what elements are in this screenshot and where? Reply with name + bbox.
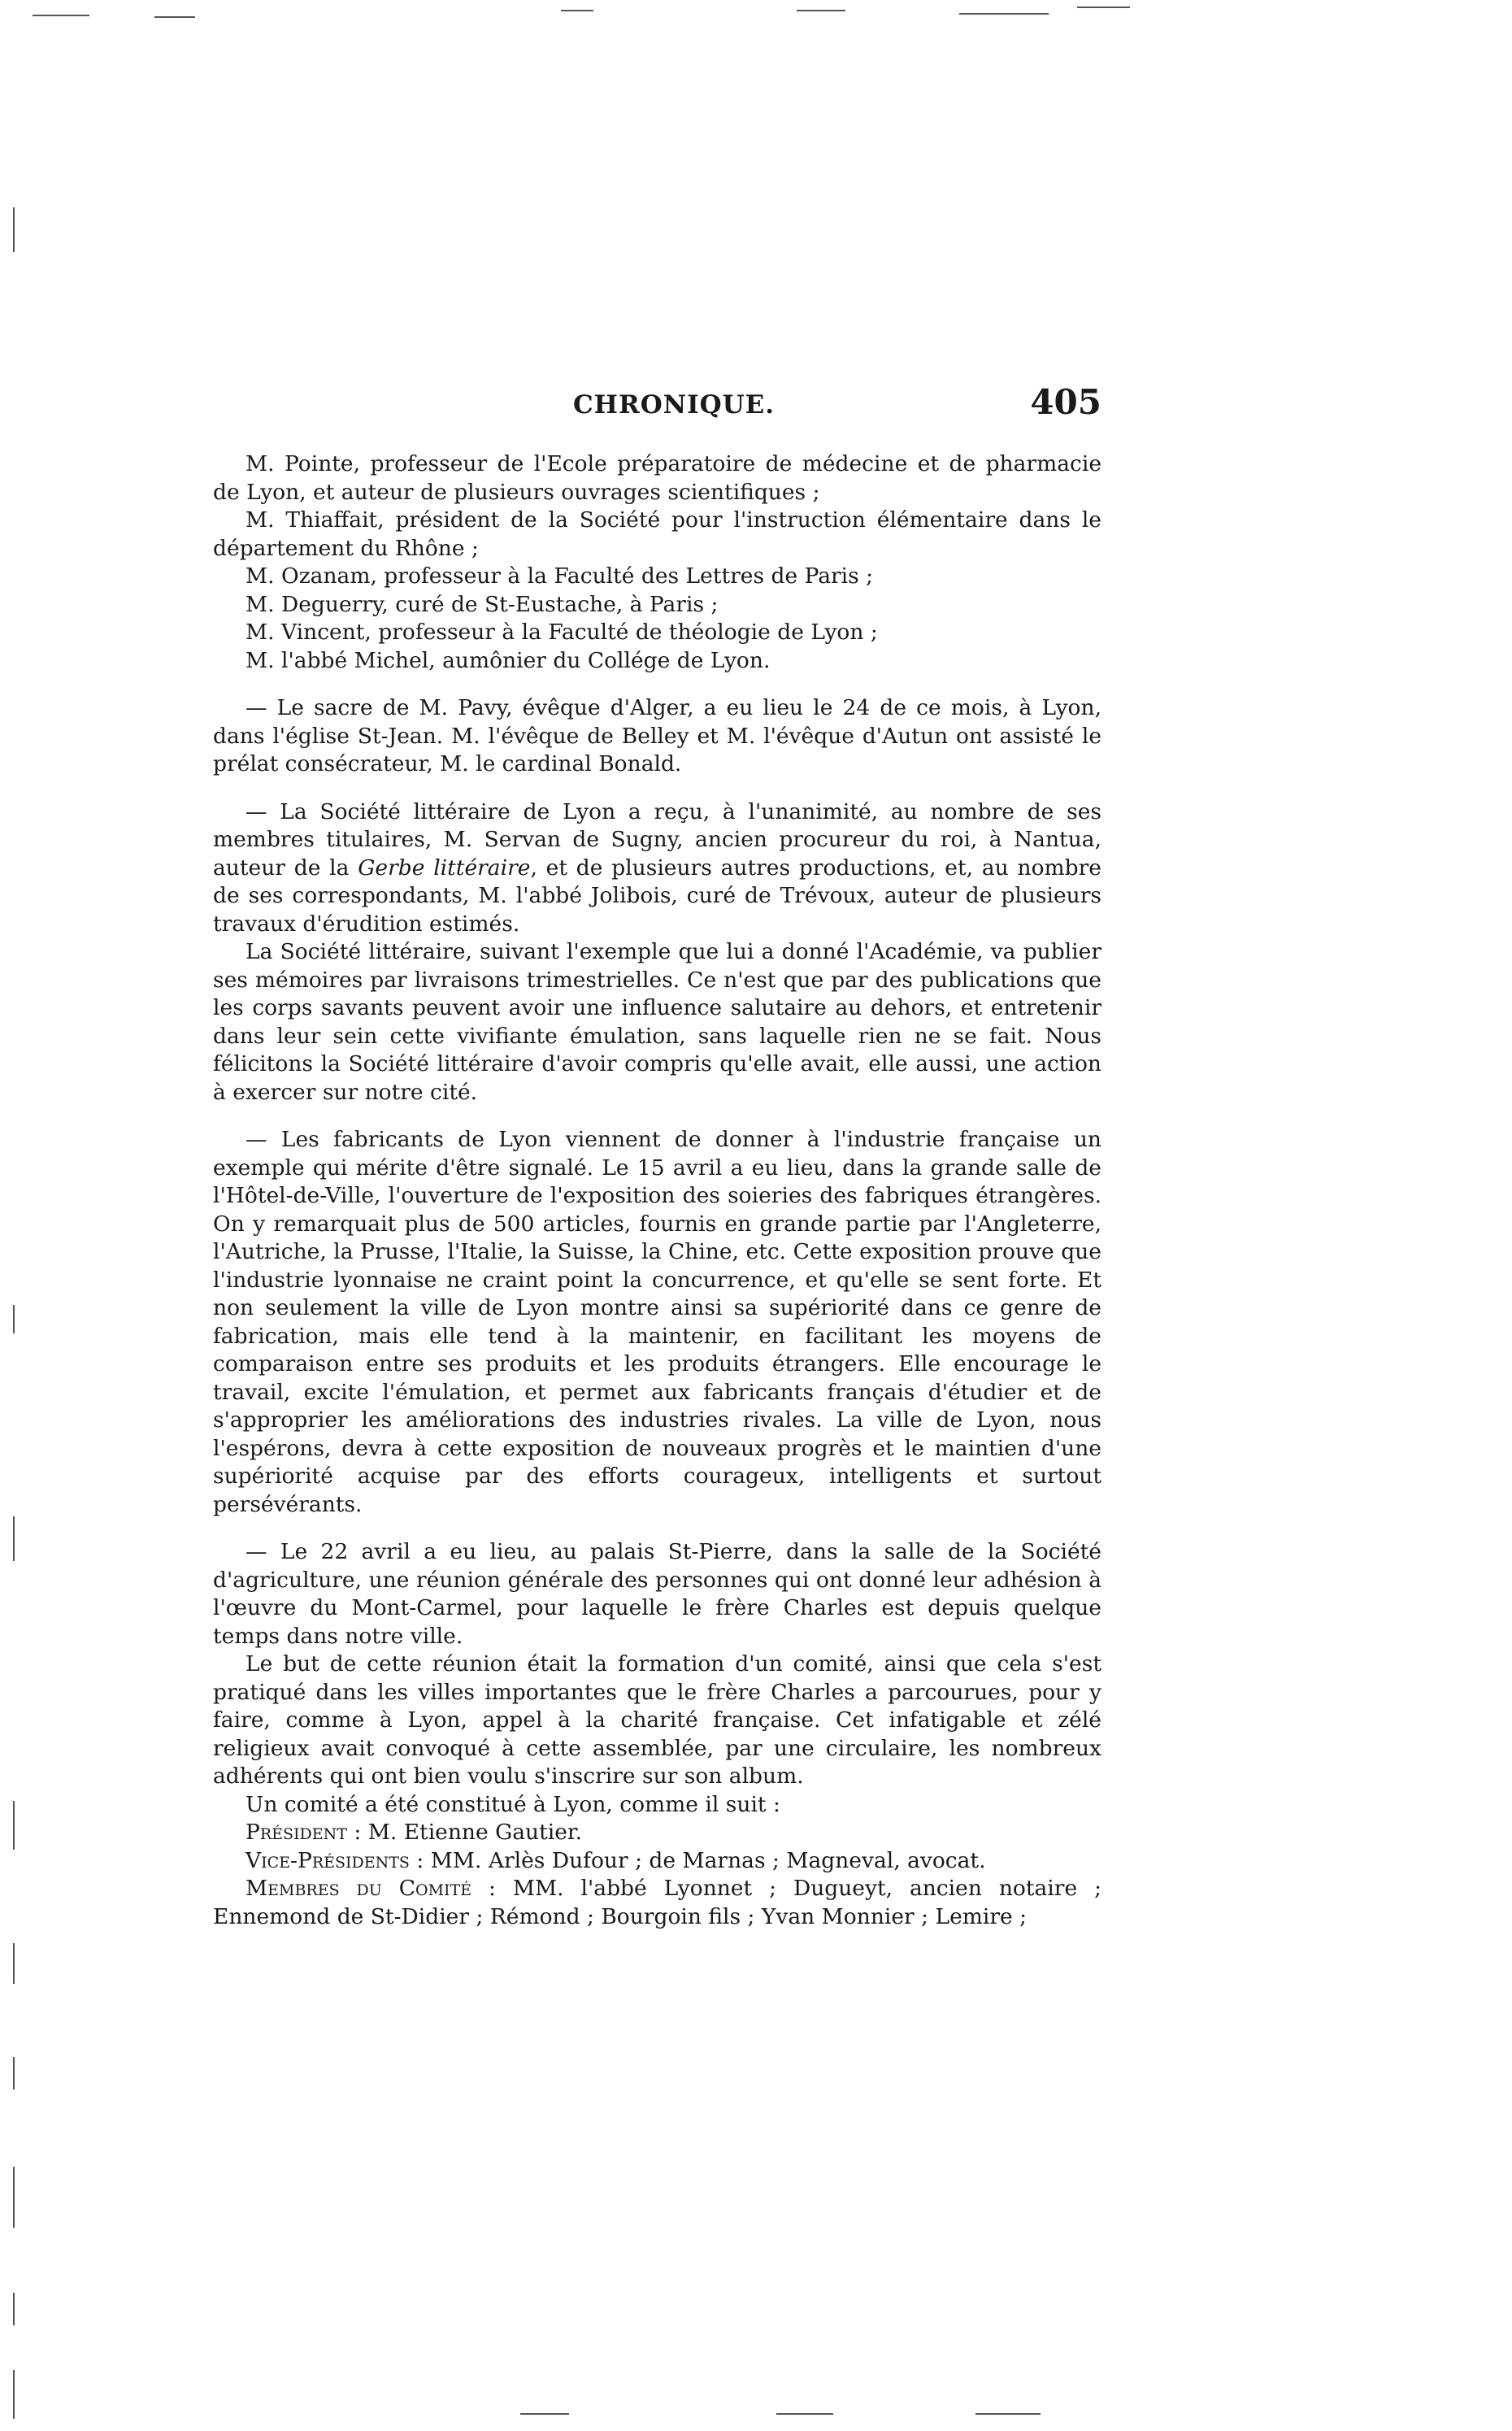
paragraph-fabricants: — Les fabricants de Lyon viennent de donner à l'industrie française un exemple qui mérite d'être signalé. Le 15 avril a eu lieu, dans la grande salle de l'Hôtel-de-Ville, l'ouverture de l'exposition des soieries des fabriques étrangères. On y remarquait plus de 500 articles, fournis en grande partie par l'Angleterre, l'Autriche, la Prusse, l'Italie, la Suisse, la Chine, etc. Cette exposition prouve que l'industrie lyonnaise ne craint point la concurrence, et qu'elle se sent forte. Et non seulement la ville de Lyon montre ainsi sa supériorité dans ce genre de fabrication, mais elle tend à la maintenir, en facilitant les moyens de comparaison entre ses produits et les produits étrangers. Elle encourage le travail, excite l'émulation, et permet aux fabricants français d'étudier et de s'approprier les améliorations des industries rivales. La ville de Lyon, nous l'espérons, devra à cette exposition de nouveaux progrès et le maintien d'une supériorité acquise par des efforts courageux, intelligents et surtout persévérants. (213, 1127, 1101, 1517)
scan-edge-left-5 (13, 1943, 15, 1984)
list-item: M. Ozanam, professeur à la Faculté des Lettres de Paris ; (245, 563, 874, 589)
committee-president (213, 1819, 1101, 1847)
list-item: M. l'abbé Michel, aumônier du Collége de Lyon. (245, 647, 771, 673)
paragraph-mont-carmel: — Le 22 avril a eu lieu, au palais St-Pierre, dans la salle de la Société d'agriculture, une réunion générale des personnes qui ont donné leur adhésion à l'œuvre du Mont-Carmel, pour laquelle le frère Charles est depuis quelque temps dans notre ville. (213, 1539, 1101, 1649)
president-label: Président (245, 1820, 347, 1845)
president-value: : M. Etienne Gautier. (346, 1820, 583, 1845)
scan-edge-left-2 (13, 1305, 15, 1333)
list-item: M. Vincent, professeur à la Faculté de théologie de Lyon ; (245, 620, 878, 645)
committee-vice-presidents (213, 1847, 1101, 1876)
paragraph-sacre: — Le sacre de M. Pavy, évêque d'Alger, a eu lieu le 24 de ce mois, à Lyon, dans l'église St-Jean. M. l'évêque de Belley et M. l'évêque d'Autun ont assisté le prélat consécrateur, M. le cardinal Bonald. (213, 695, 1101, 776)
scan-edge-bottom-1 (520, 2413, 569, 2415)
scan-edge-left-7 (13, 2167, 15, 2228)
scan-edge-bottom-2 (776, 2413, 833, 2415)
scan-edge-left-1 (13, 207, 15, 252)
members-value: : MM. l'abbé Lyonnet ; Dugueyt, ancien notaire ; Ennemond de St-Didier ; Rémond ; Bourgoin fils ; Yvan Monnier ; Lemire ; (213, 1876, 1102, 1929)
book-page (213, 382, 1101, 1931)
scan-edge-left-8 (13, 2293, 15, 2325)
page-number: 405 (1030, 382, 1101, 422)
chronicle-text (213, 450, 1101, 1931)
scan-edge-left-3 (13, 1516, 15, 1561)
vice-presidents-label: Vice-Présidents (245, 1847, 410, 1873)
scan-edge-top-5 (959, 13, 1049, 15)
paragraph-comite-formation: Le but de cette réunion était la formation d'un comité, ainsi que cela s'est pratiqué dans les villes importantes que le frère Charles a parcourues, pour y faire, comme à Lyon, appel à la charité française. Cet infatigable et zélé religieux avait convoqué à cette assemblée, par une circulaire, les nombreux adhérents qui ont bien voulu s'inscrire sur son album. (213, 1651, 1101, 1789)
paragraph-societe-text-a: — La Société littéraire de Lyon a reçu, à l'unanimité, au nombre de ses membres titulaires, M. Servan de Sugny, ancien procureur du roi, à Nantua, auteur de la (213, 798, 1101, 881)
members-label: Membres du Comité (245, 1876, 472, 1901)
paragraph-societe-text-b: , et de plusieurs autres productions, et, au nombre de ses correspondants, M. l'abbé Jolibois, curé de Trévoux, auteur de plusieurs travaux d'érudition estimés. (213, 855, 1101, 937)
paragraph-memoires: La Société littéraire, suivant l'exemple que lui a donné l'Académie, va publier ses mémoires par livraisons trimestrielles. Ce n'est que par des publications que les corps savants peuvent avoir une influence salutaire au dehors, et entretenir dans leur sein cette vivifiante émulation, sans laquelle rien ne se fait. Nous félicitons la Société littéraire d'avoir compris qu'elle avait, elle aussi, une action à exercer sur notre cité. (213, 939, 1101, 1105)
list-item: M. Deguerry, curé de St-Eustache, à Paris ; (245, 591, 719, 617)
scan-edge-bottom-3 (975, 2413, 1041, 2415)
paragraph-comite-intro: Un comité a été constitué à Lyon, comme il suit : (245, 1791, 780, 1817)
scan-edge-left-6 (13, 2057, 15, 2090)
vice-presidents-value: : MM. Arlès Dufour ; de Marnas ; Magneval, avocat. (409, 1847, 986, 1873)
committee-members (213, 1875, 1101, 1931)
scan-edge-top-4 (797, 10, 845, 11)
scan-edge-top-2 (154, 16, 195, 18)
running-head (213, 382, 1101, 433)
scan-edge-left-4 (13, 1801, 15, 1850)
scan-edge-top-6 (1077, 7, 1130, 8)
scan-edge-left-9 (13, 2370, 15, 2419)
scan-edge-top-1 (33, 15, 89, 16)
running-title: CHRONIQUE. (573, 390, 776, 420)
list-item: M. Thiaffait, président de la Société pour l'instruction élémentaire dans le département du Rhône ; (213, 507, 1101, 561)
work-title: Gerbe littéraire (358, 855, 531, 881)
list-item: M. Pointe, professeur de l'Ecole préparatoire de médecine et de pharmacie de Lyon, et auteur de plusieurs ouvrages scientifiques ; (213, 451, 1101, 505)
paragraph-societe-litteraire (213, 798, 1101, 939)
scan-edge-top-3 (561, 10, 593, 11)
